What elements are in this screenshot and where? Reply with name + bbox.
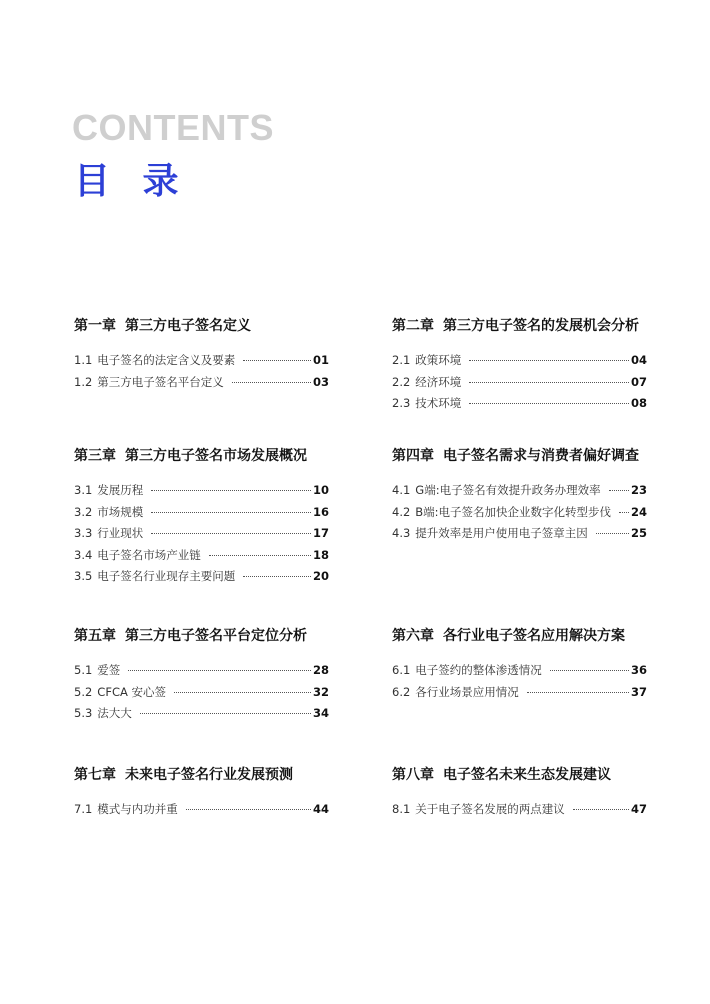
toc-entry[interactable] <box>74 523 329 545</box>
dot-leader <box>232 382 311 383</box>
chapter-number: 第四章 <box>392 448 434 464</box>
toc-entry[interactable] <box>392 350 647 372</box>
dot-leader <box>140 713 311 714</box>
chapter-number: 第八章 <box>392 767 434 783</box>
entry-number: 5.3 <box>74 706 93 720</box>
toc-entry[interactable] <box>392 799 647 821</box>
toc-section-6 <box>392 626 647 703</box>
chapter-title: 第三方电子签名的发展机会分析 <box>443 318 639 334</box>
entry-page: 07 <box>630 374 647 389</box>
chapter-heading[interactable] <box>392 765 647 785</box>
entry-page: 23 <box>630 483 647 497</box>
entry-title: CFCA 安心签 <box>97 684 166 699</box>
entry-title: 电子签名市场产业链 <box>97 547 201 562</box>
entry-title: 模式与内功并重 <box>97 802 178 816</box>
entry-number: 5.1 <box>74 663 93 677</box>
entry-title: 提升效率是用户使用电子签章主因 <box>415 526 588 540</box>
chapter-heading[interactable] <box>74 765 329 785</box>
chapter-heading[interactable] <box>74 446 329 466</box>
entry-number: 3.3 <box>74 526 93 540</box>
toc-entry[interactable] <box>74 480 329 502</box>
entry-title: 发展历程 <box>97 483 144 497</box>
toc-entry[interactable] <box>74 372 329 394</box>
dot-leader <box>527 692 629 693</box>
entry-page: 37 <box>630 684 647 699</box>
chapter-number: 第六章 <box>392 628 434 644</box>
dot-leader <box>469 382 629 383</box>
toc-entry[interactable] <box>74 502 329 524</box>
dot-leader <box>243 360 311 361</box>
entry-number: 8.1 <box>392 802 411 816</box>
toc-section-4 <box>392 446 647 545</box>
entry-number: 3.1 <box>74 483 93 497</box>
entry-title: 经济环境 <box>415 374 462 389</box>
entry-title: 技术环境 <box>415 396 462 410</box>
entry-page: 18 <box>312 547 329 562</box>
toc-section-5 <box>74 626 329 725</box>
chapter-heading[interactable] <box>392 626 647 646</box>
dot-leader <box>186 809 311 810</box>
entry-number: 4.2 <box>392 504 411 519</box>
chapter-title: 电子签名需求与消费者偏好调查 <box>443 448 639 464</box>
entry-page: 24 <box>630 504 647 519</box>
chapter-heading[interactable] <box>74 626 329 646</box>
dot-leader <box>151 490 311 491</box>
toc-entry[interactable] <box>74 660 329 682</box>
entry-title: G端:电子签名有效提升政务办理效率 <box>415 483 601 497</box>
entry-number: 1.2 <box>74 374 93 389</box>
entry-title: B端:电子签名加快企业数字化转型步伐 <box>415 504 612 519</box>
entry-number: 4.1 <box>392 483 411 497</box>
entry-number: 2.1 <box>392 353 411 367</box>
toc-entry[interactable] <box>392 682 647 704</box>
toc-section-3 <box>74 446 329 588</box>
chapter-heading[interactable] <box>392 316 647 336</box>
toc-section-7 <box>74 765 329 821</box>
entry-page: 20 <box>312 569 329 583</box>
entry-number: 3.4 <box>74 547 93 562</box>
dot-leader <box>596 533 629 534</box>
chapter-number: 第三章 <box>74 448 116 464</box>
dot-leader <box>619 512 629 513</box>
chapter-title: 未来电子签名行业发展预测 <box>125 767 293 783</box>
dot-leader <box>209 555 311 556</box>
toc-entry[interactable] <box>74 799 329 821</box>
contents-heading: CONTENTS <box>72 107 274 148</box>
entry-title: 行业现状 <box>97 526 144 540</box>
toc-entry[interactable] <box>392 660 647 682</box>
toc-section-8 <box>392 765 647 821</box>
entry-page: 01 <box>312 353 329 367</box>
entry-page: 04 <box>630 353 647 367</box>
toc-entry[interactable] <box>392 480 647 502</box>
entry-page: 16 <box>312 504 329 519</box>
entry-page: 44 <box>312 802 329 816</box>
dot-leader <box>151 512 311 513</box>
entry-number: 5.2 <box>74 684 93 699</box>
chapter-number: 第七章 <box>74 767 116 783</box>
entry-title: 电子签名行业现存主要问题 <box>97 569 236 583</box>
entry-title: 第三方电子签名平台定义 <box>97 374 224 389</box>
entry-title: 政策环境 <box>415 353 462 367</box>
chapter-heading[interactable] <box>74 316 329 336</box>
entry-number: 1.1 <box>74 353 93 367</box>
entry-page: 36 <box>630 663 647 677</box>
entry-page: 28 <box>312 663 329 677</box>
chapter-title: 电子签名未来生态发展建议 <box>443 767 611 783</box>
entry-title: 法大大 <box>97 706 132 720</box>
entry-page: 34 <box>312 706 329 720</box>
entry-number: 3.5 <box>74 569 93 583</box>
toc-entry[interactable] <box>74 703 329 725</box>
entry-title: 电子签名的法定含义及要素 <box>97 353 236 367</box>
toc-entry[interactable] <box>74 566 329 588</box>
entry-page: 17 <box>312 526 329 540</box>
toc-entry[interactable] <box>74 545 329 567</box>
entry-title: 市场规模 <box>97 504 144 519</box>
entry-title: 爱签 <box>97 663 121 677</box>
chapter-title: 各行业电子签名应用解决方案 <box>443 628 625 644</box>
toc-entry[interactable] <box>392 523 647 545</box>
entry-page: 32 <box>312 684 329 699</box>
toc-entry[interactable] <box>74 350 329 372</box>
chapter-title: 第三方电子签名定义 <box>125 318 251 334</box>
entry-page: 03 <box>312 374 329 389</box>
mulu-heading: 目 录 <box>74 161 189 202</box>
dot-leader <box>550 670 629 671</box>
dot-leader <box>609 490 629 491</box>
dot-leader <box>573 809 629 810</box>
entry-number: 6.1 <box>392 663 411 677</box>
chapter-title: 第三方电子签名市场发展概况 <box>125 448 307 464</box>
entry-number: 2.3 <box>392 396 411 410</box>
toc-entry[interactable] <box>74 682 329 704</box>
toc-section-1 <box>74 316 329 393</box>
entry-page: 08 <box>630 396 647 410</box>
dot-leader <box>243 576 311 577</box>
toc-entry[interactable] <box>392 502 647 524</box>
dot-leader <box>469 360 629 361</box>
entry-number: 4.3 <box>392 526 411 540</box>
chapter-title: 第三方电子签名平台定位分析 <box>125 628 307 644</box>
entry-page: 47 <box>630 802 647 816</box>
toc-entry[interactable] <box>392 393 647 415</box>
entry-title: 关于电子签名发展的两点建议 <box>415 802 565 816</box>
dot-leader <box>174 692 311 693</box>
entry-page: 10 <box>312 483 329 497</box>
entry-number: 3.2 <box>74 504 93 519</box>
entry-title: 电子签约的整体渗透情况 <box>415 663 542 677</box>
dot-leader <box>151 533 311 534</box>
entry-number: 6.2 <box>392 684 411 699</box>
entry-number: 2.2 <box>392 374 411 389</box>
chapter-number: 第一章 <box>74 318 116 334</box>
chapter-heading[interactable] <box>392 446 647 466</box>
toc-section-2 <box>392 316 647 415</box>
chapter-number: 第二章 <box>392 318 434 334</box>
dot-leader <box>128 670 311 671</box>
entry-title: 各行业场景应用情况 <box>415 684 519 699</box>
toc-entry[interactable] <box>392 372 647 394</box>
dot-leader <box>469 403 629 404</box>
entry-number: 7.1 <box>74 802 93 816</box>
chapter-number: 第五章 <box>74 628 116 644</box>
entry-page: 25 <box>630 526 647 540</box>
